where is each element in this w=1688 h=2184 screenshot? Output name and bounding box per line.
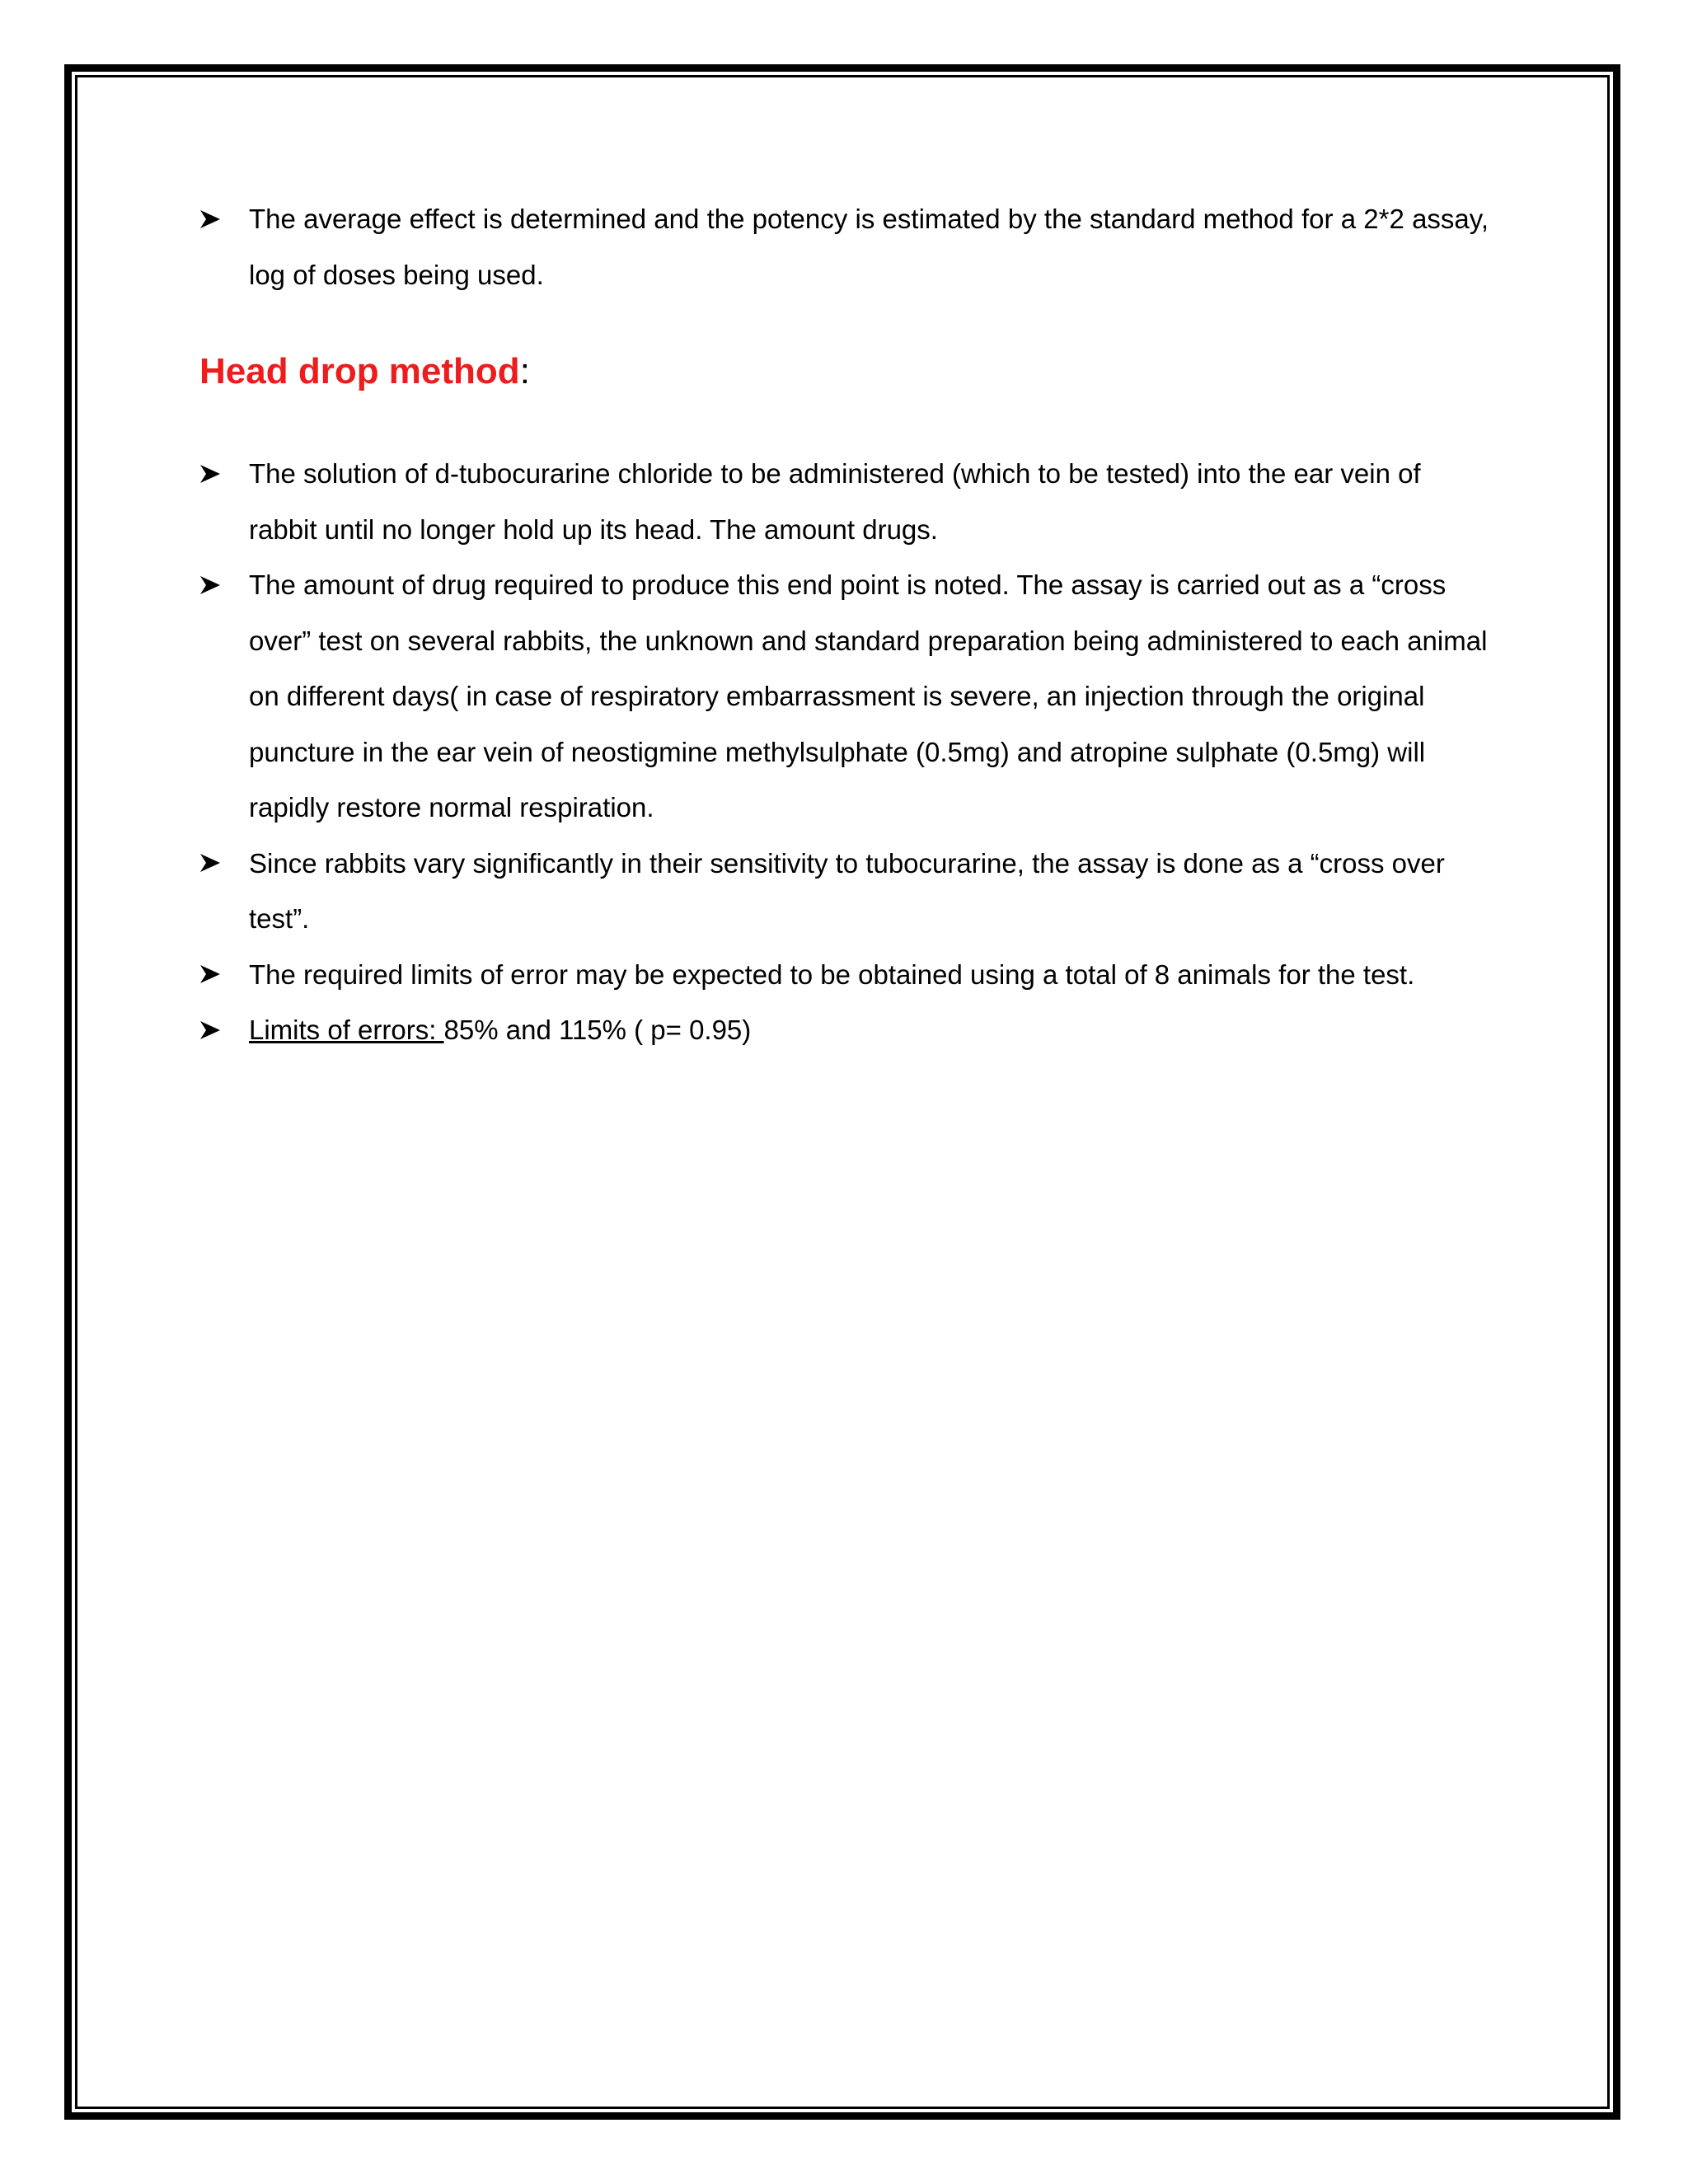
list-item [199, 947, 1489, 1003]
section-heading-text: Head drop method [199, 351, 520, 391]
limits-label: Limits of errors: [249, 1015, 444, 1045]
list-item [199, 836, 1489, 947]
list-item [199, 557, 1489, 836]
arrowhead-bullet-icon [199, 1002, 224, 1058]
list-item [199, 1002, 1489, 1058]
method-list [199, 446, 1489, 1058]
list-item [199, 191, 1489, 302]
arrowhead-bullet-icon [199, 446, 224, 502]
arrowhead-bullet-icon [199, 836, 224, 892]
section-heading [199, 349, 1489, 395]
list-item-text: Since rabbits vary significantly in their sensitivity to tubocurarine, the assay is done as a “cross over test”. [249, 847, 1445, 934]
list-item-text: The average effect is determined and the potency is estimated by the standard method for a 2*2 assay, log of doses being used. [249, 204, 1489, 290]
section-heading-colon: : [519, 351, 530, 391]
list-item-text: The amount of drug required to produce this end point is noted. The assay is carried out as a “cross over” test on several rabbits, the unknown and standard preparation being administered to each animal on different days( in case of respiratory embarrassment is severe, an injection through the original puncture in the ear vein of neostigmine methylsulphate (0.5mg) and atropine sulphate (0.5mg) will rapidly restore normal respiration. [249, 569, 1488, 823]
document-body [199, 191, 1489, 1058]
arrowhead-bullet-icon [199, 191, 224, 247]
limits-value: 85% and 115% ( p= 0.95) [443, 1015, 752, 1045]
list-item-text: The solution of d-tubocurarine chloride to be administered (which to be tested) into the ear vein of rabbit until no longer hold up its head. The amount drugs. [249, 458, 1421, 545]
list-item-text: The required limits of error may be expected to be obtained using a total of 8 animals for the test. [249, 958, 1415, 990]
list-item [199, 446, 1489, 557]
arrowhead-bullet-icon [199, 947, 224, 1003]
arrowhead-bullet-icon [199, 557, 224, 613]
intro-list [199, 191, 1489, 302]
